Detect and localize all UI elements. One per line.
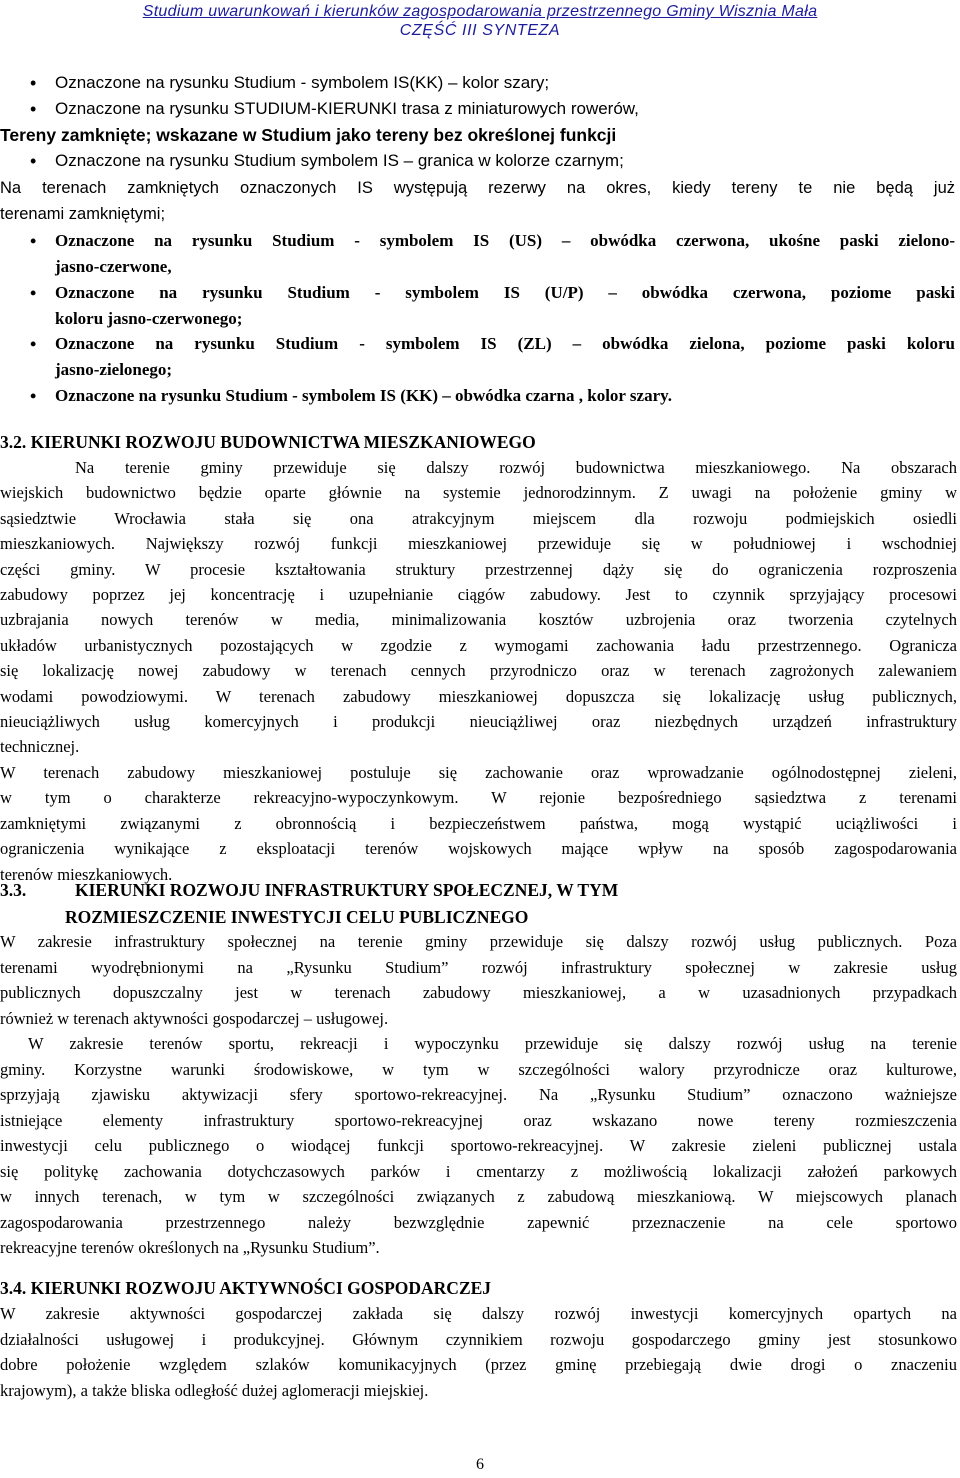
- text-line: W terenach zabudowy mieszkaniowej postuluje się zachowanie oraz wprowadzanie ogólnodostępnej zieleni,: [0, 762, 957, 782]
- bullet-icon: •: [30, 231, 37, 251]
- bullet-icon: •: [30, 334, 37, 354]
- text-line: publicznych dopuszczalny jest w terenach zabudowy mieszkaniowej, a w uzasadnionych przypadkach: [0, 983, 957, 1002]
- text-line: W zakresie infrastruktury społecznej na terenie gminy przewiduje się dalszy rozwój usług publicznych. Poza: [0, 932, 957, 951]
- text-line: W zakresie terenów sportu, rekreacji i wypoczynku przewiduje się dalszy rozwój usług na terenie: [28, 1034, 957, 1053]
- bullet-item: [30, 96, 960, 122]
- bullet-icon: •: [30, 151, 37, 171]
- bullet-text: Oznaczone na rysunku Studium symbolem IS – granica w kolorze czarnym;: [55, 151, 624, 170]
- text-line: również w terenach aktywności gospodarczej – usługowej.: [0, 1008, 389, 1028]
- text-line: działalności usługowej i produkcyjnej. Głównym czynnikiem rozwoju gospodarczego gminy jest stosunkowo: [0, 1329, 957, 1349]
- text-line: wodami powodziowymi. W terenach zabudowy mieszkaniowej dopuszcza się lokalizację usług publicznych,: [0, 686, 957, 706]
- text-line: w innych terenach, w tym w szczególności związanych z zabudową mieszkaniową. W miejscowych planach: [0, 1187, 957, 1206]
- header-title: Studium uwarunkowań i kierunków zagospodarowania przestrzennego Gminy Wisznia Mała: [142, 3, 818, 20]
- text-line: się politykę zachowania dotychczasowych parków i cmentarzy z możliwością lokalizacji założeń parkowych: [0, 1161, 957, 1181]
- text-line: technicznej.: [0, 737, 80, 757]
- text-line: terenów mieszkaniowych.: [0, 864, 173, 884]
- section-heading-3-2: 3.2. KIERUNKI ROZWOJU BUDOWNICTWA MIESZKANIOWEGO: [0, 432, 536, 452]
- bullet-icon: •: [30, 386, 37, 406]
- closed-areas-heading: Tereny zamknięte; wskazane w Studium jako tereny bez określonej funkcji: [0, 125, 617, 145]
- bullet-icon: •: [30, 283, 37, 303]
- text-line: dobre położenie względem szlaków komunikacyjnych (przez gminę przebiegają dwie drogi o znaczeniu: [0, 1355, 957, 1374]
- text-line: rekreacyjne terenów określonych na „Rysunku Studium”.: [0, 1238, 380, 1257]
- bullet-item: • Oznaczone na rysunku Studium - symbolem IS (ZL) – obwódka zielona, poziome paski koloru jasno-zielonego;: [30, 331, 955, 383]
- text-line: układów urbanistycznych pozostających w zgodzie z wymogami zachowania ładu przestrzennego. Ogranicza: [0, 635, 957, 655]
- text-line: sąsiedztwie Wrocławia stała się ona atrakcyjnym miejscem dla rozwoju podmiejskich osiedli: [0, 508, 957, 528]
- text-line: W zakresie aktywności gospodarczej zakłada się dalszy rozwój inwestycji komercyjnych opartych na: [0, 1304, 957, 1323]
- bullet-item: [30, 148, 960, 174]
- bullet-item: [30, 70, 960, 96]
- text-line: Na terenie gminy przewiduje się dalszy rozwój budownictwa mieszkaniowego. Na obszarach: [75, 458, 957, 477]
- header-subtitle: CZĘŚĆ III SYNTEZA: [399, 22, 561, 39]
- section-3-2-body: [0, 455, 957, 887]
- section-3-4-body: [0, 1301, 957, 1403]
- text-line: mieszkaniowych. Największy rozwój funkcji mieszkaniowej przewiduje się w południowej i wschodniej: [0, 534, 957, 554]
- text-line: gminy. Korzystne warunki środowiskowe, w tym w szczególności walory przyrodnicze oraz kulturowe,: [0, 1059, 957, 1079]
- text-line: krajowym), a także bliska odległość dużej aglomeracji miejskiej.: [0, 1380, 429, 1400]
- bullet-item: • Oznaczone na rysunku Studium - symbolem IS (KK) – obwódka czarna , kolor szary.: [30, 383, 955, 409]
- text-line: zagospodarowania przestrzennego należy bezwzględnie zapewnić przeznaczenie na cele sportowo: [0, 1212, 957, 1232]
- text-line: istniejące elementy infrastruktury sportowo-rekreacyjnej oraz wskazano nowe tereny rozmieszczenia: [0, 1110, 957, 1130]
- text-line: wiejskich budownictwo będzie oparte głównie na systemie jednorodzinnym. Z uwagi na położenie gminy w: [0, 483, 957, 503]
- text-line: części gminy. W procesie kształtowania struktury przestrzennej dąży się do ograniczenia rozproszenia: [0, 559, 957, 579]
- section-3-3-body: [0, 929, 957, 1261]
- bullet-icon: •: [30, 73, 37, 93]
- text-line: się lokalizację nowej zabudowy w terenach cennych przyrodniczo oraz w terenach zagrożonych zalewaniem: [0, 661, 957, 681]
- bullet-item: • Oznaczone na rysunku Studium - symbolem IS (US) – obwódka czerwona, ukośne paski zielono- jasno-czerwone,: [30, 228, 955, 280]
- bullet-text: Oznaczone na rysunku Studium - symbolem IS(KK) – kolor szary;: [55, 73, 550, 92]
- bullet-text: Oznaczone na rysunku STUDIUM-KIERUNKI trasa z miniaturowych rowerów,: [55, 99, 639, 118]
- document-page: Studium uwarunkowań i kierunków zagospodarowania przestrzennego Gminy Wisznia Mała CZĘŚĆ III SYNTEZA • Oznaczone na rysunku Studium - symbolem IS(KK) – kolor szary; • Oznaczone na rysunku STUDIUM-KIERUNKI trasa z miniaturowych rowerów, Tereny zamknięte; wskazane w Studium jako tereny bez określonej funkcji • Oznaczone na rysunku Studium symbolem IS – granica w kolorze czarnym; Na terenach zamkniętych oznaczonych IS występują rezerwy na okres, kiedy tereny te nie będą już terenami zamkniętymi; • Oznaczone na rysunku Studium - symbolem IS (US) – obwódka czerwona, ukośne paski zielono- jasno-czerwone, • Oznaczone na rysunku Studium - symbolem IS (U/P) – obwódka czerwona, poziome paski koloru jasno-czerwonego; • Oznaczone na rysunku Studium - symbolem IS (ZL) – obwódka zielona, poziome paski koloru jasno-zielonego; • Oznaczone na rysunku Studium - symbolem IS (KK) – obwódka czarna , kolor szary. 3.2. KIERUNKI ROZWOJU BUDOWNICTWA MIESZKANIOWEGO Na terenie gminy przewiduje się dalszy rozwój budownictwa mieszkaniowego. Na obszarach wiejskich budownictwo będzie oparte głównie na systemie jednorodzinnym. Z uwagi na położenie gminy w sąsiedztwie Wrocławia stała się ona atrakcyjnym miejscem dla rozwoju podmiejskich osiedli mieszkaniowych. Największy rozwój funkcji mieszkaniowej przewiduje się w południowej i wschodniej części gminy. W procesie kształtowania struktury przestrzennej dąży się do ograniczenia rozproszenia zabudowy poprzez jej koncentrację i uzupełnianie ciągów zabudowy. Jest to czynnik sprzyjający procesowi uzbrajania nowych terenów w media, minimalizowania kosztów uzbrojenia oraz tworzenia czytelnych układów urbanistycznych pozostających w zgodzie z wymogami zachowania ładu przestrzennego. Ogranicza się lokalizację nowej zabudowy w terenach cennych przyrodniczo oraz w terenach zagrożonych zalewaniem wodami powodziowymi. W terenach zabudowy mieszkaniowej dopuszcza się lokalizację usług publicznych, nieuciążliwych usług komercyjnych i produkcji nieuciążliwej oraz niezbędnych urządzeń infrastruktury technicznej. W terenach zabudowy mieszkaniowej postuluje się zachowanie oraz wprowadzanie ogólnodostępnej zieleni, w tym o charakterze rekreacyjno-wypoczynkowym. W rejonie bezpośredniego sąsiedztwa z terenami zamkniętymi związanymi z obronnością i bezpieczeństwem państwa, mogą wystąpić uciążliwości i ograniczenia wynikające z eksploatacji terenów wojskowych mające wpływ na sposób zagospodarowania terenów mieszkaniowych. 3.3. KIERUNKI ROZWOJU INFRASTRUKTURY SPOŁECZNEJ, W TYM ROZMIESZCZENIE INWESTYCJI CELU PUBLICZNEGO W zakresie infrastruktury społecznej na terenie gminy przewiduje się dalszy rozwój usług publicznych. Poza terenami wyodrębnionymi na „Rysunku Studium” rozwój infrastruktury społecznej w zakresie usług publicznych dopuszczalny jest w terenach zabudowy mieszkaniowej, a w uzasadnionych przypadkach również w terenach aktywności gospodarczej – usługowej. W zakresie terenów sportu, rekreacji i wypoczynku przewiduje się dalszy rozwój usług na terenie gminy. Korzystne warunki środowiskowe, w tym w szczególności walory przyrodnicze oraz kulturowe, sprzyjają zjawisku aktywizacji sfery sportowo-rekreacyjnej. Na „Rysunku Studium” oznaczono ważniejsze istniejące elementy infrastruktury sportowo-rekreacyjnej oraz wskazano nowe tereny rozmieszczenia inwestycji celu publicznego o wiodącej funkcji sportowo-rekreacyjnej. W zakresie zieleni publicznej ustala się politykę zachowania dotychczasowych parków i cmentarzy z możliwością lokalizacji założeń parkowych w innych terenach, w tym w szczególności związanych z zabudową mieszkaniową. W miejscowych planach zagospodarowania przestrzennego należy bezwzględnie zapewnić przeznaczenie na cele sportowo rekreacyjne terenów określonych na „Rysunku Studium”. 3.4. KIERUNKI ROZWOJU AKTYWNOŚCI GOSPODARCZEJ W zakresie aktywności gospodarczej zakłada się dalszy rozwój inwestycji komercyjnych opartych na działalności usługowej i produkcyjnej. Głównym czynnikiem rozwoju gospodarczego gminy jest stosunkowo dobre położenie względem szlaków komunikacyjnych (przez gminę przebiegają dwie drogi o znaczeniu krajowym), a także bliska odległość dużej aglomeracji miejskiej. 6: [0, 0, 960, 1478]
- text-line: inwestycji celu publicznego o wiodącej funkcji sportowo-rekreacyjnej. W zakresie zieleni publicznej ustala: [0, 1136, 957, 1155]
- bullet-icon: •: [30, 99, 37, 119]
- text-line: uzbrajania nowych terenów w media, minimalizowania kosztów uzbrojenia oraz tworzenia czytelnych: [0, 610, 957, 630]
- text-line: sprzyjają zjawisku aktywizacji sfery sportowo-rekreacyjnej. Na „Rysunku Studium” oznaczono ważniejsze: [0, 1085, 957, 1104]
- bullet-item: • Oznaczone na rysunku Studium - symbolem IS (U/P) – obwódka czerwona, poziome paski koloru jasno-czerwonego;: [30, 280, 955, 332]
- text-line: nieuciążliwych usług komercyjnych i produkcji nieuciążliwej oraz niezbędnych urządzeń infrastruktury: [0, 712, 957, 732]
- text-line: w tym o charakterze rekreacyjno-wypoczynkowym. W rejonie bezpośredniego sąsiedztwa z terenami: [0, 788, 957, 808]
- closed-areas-paragraph: Na terenach zamkniętych oznaczonych IS występują rezerwy na okres, kiedy tereny te nie będą już terenami zamkniętymi;: [0, 179, 955, 223]
- text-line: zamkniętymi związanymi z obronnością i bezpieczeństwem państwa, mogą wystąpić uciążliwości i: [0, 813, 957, 833]
- section-heading-3-4: 3.4. KIERUNKI ROZWOJU AKTYWNOŚCI GOSPODARCZEJ: [0, 1278, 492, 1298]
- text-line: terenami wyodrębnionymi na „Rysunku Studium” rozwój infrastruktury społecznej w zakresie usług: [0, 957, 957, 977]
- text-line: zabudowy poprzez jej koncentrację i uzupełnianie ciągów zabudowy. Jest to czynnik sprzyjający procesowi: [0, 585, 957, 605]
- page-number: 6: [476, 1456, 484, 1473]
- text-line: ograniczenia wynikające z eksploatacji terenów wojskowych mające wpływ na sposób zagospodarowania: [0, 839, 957, 859]
